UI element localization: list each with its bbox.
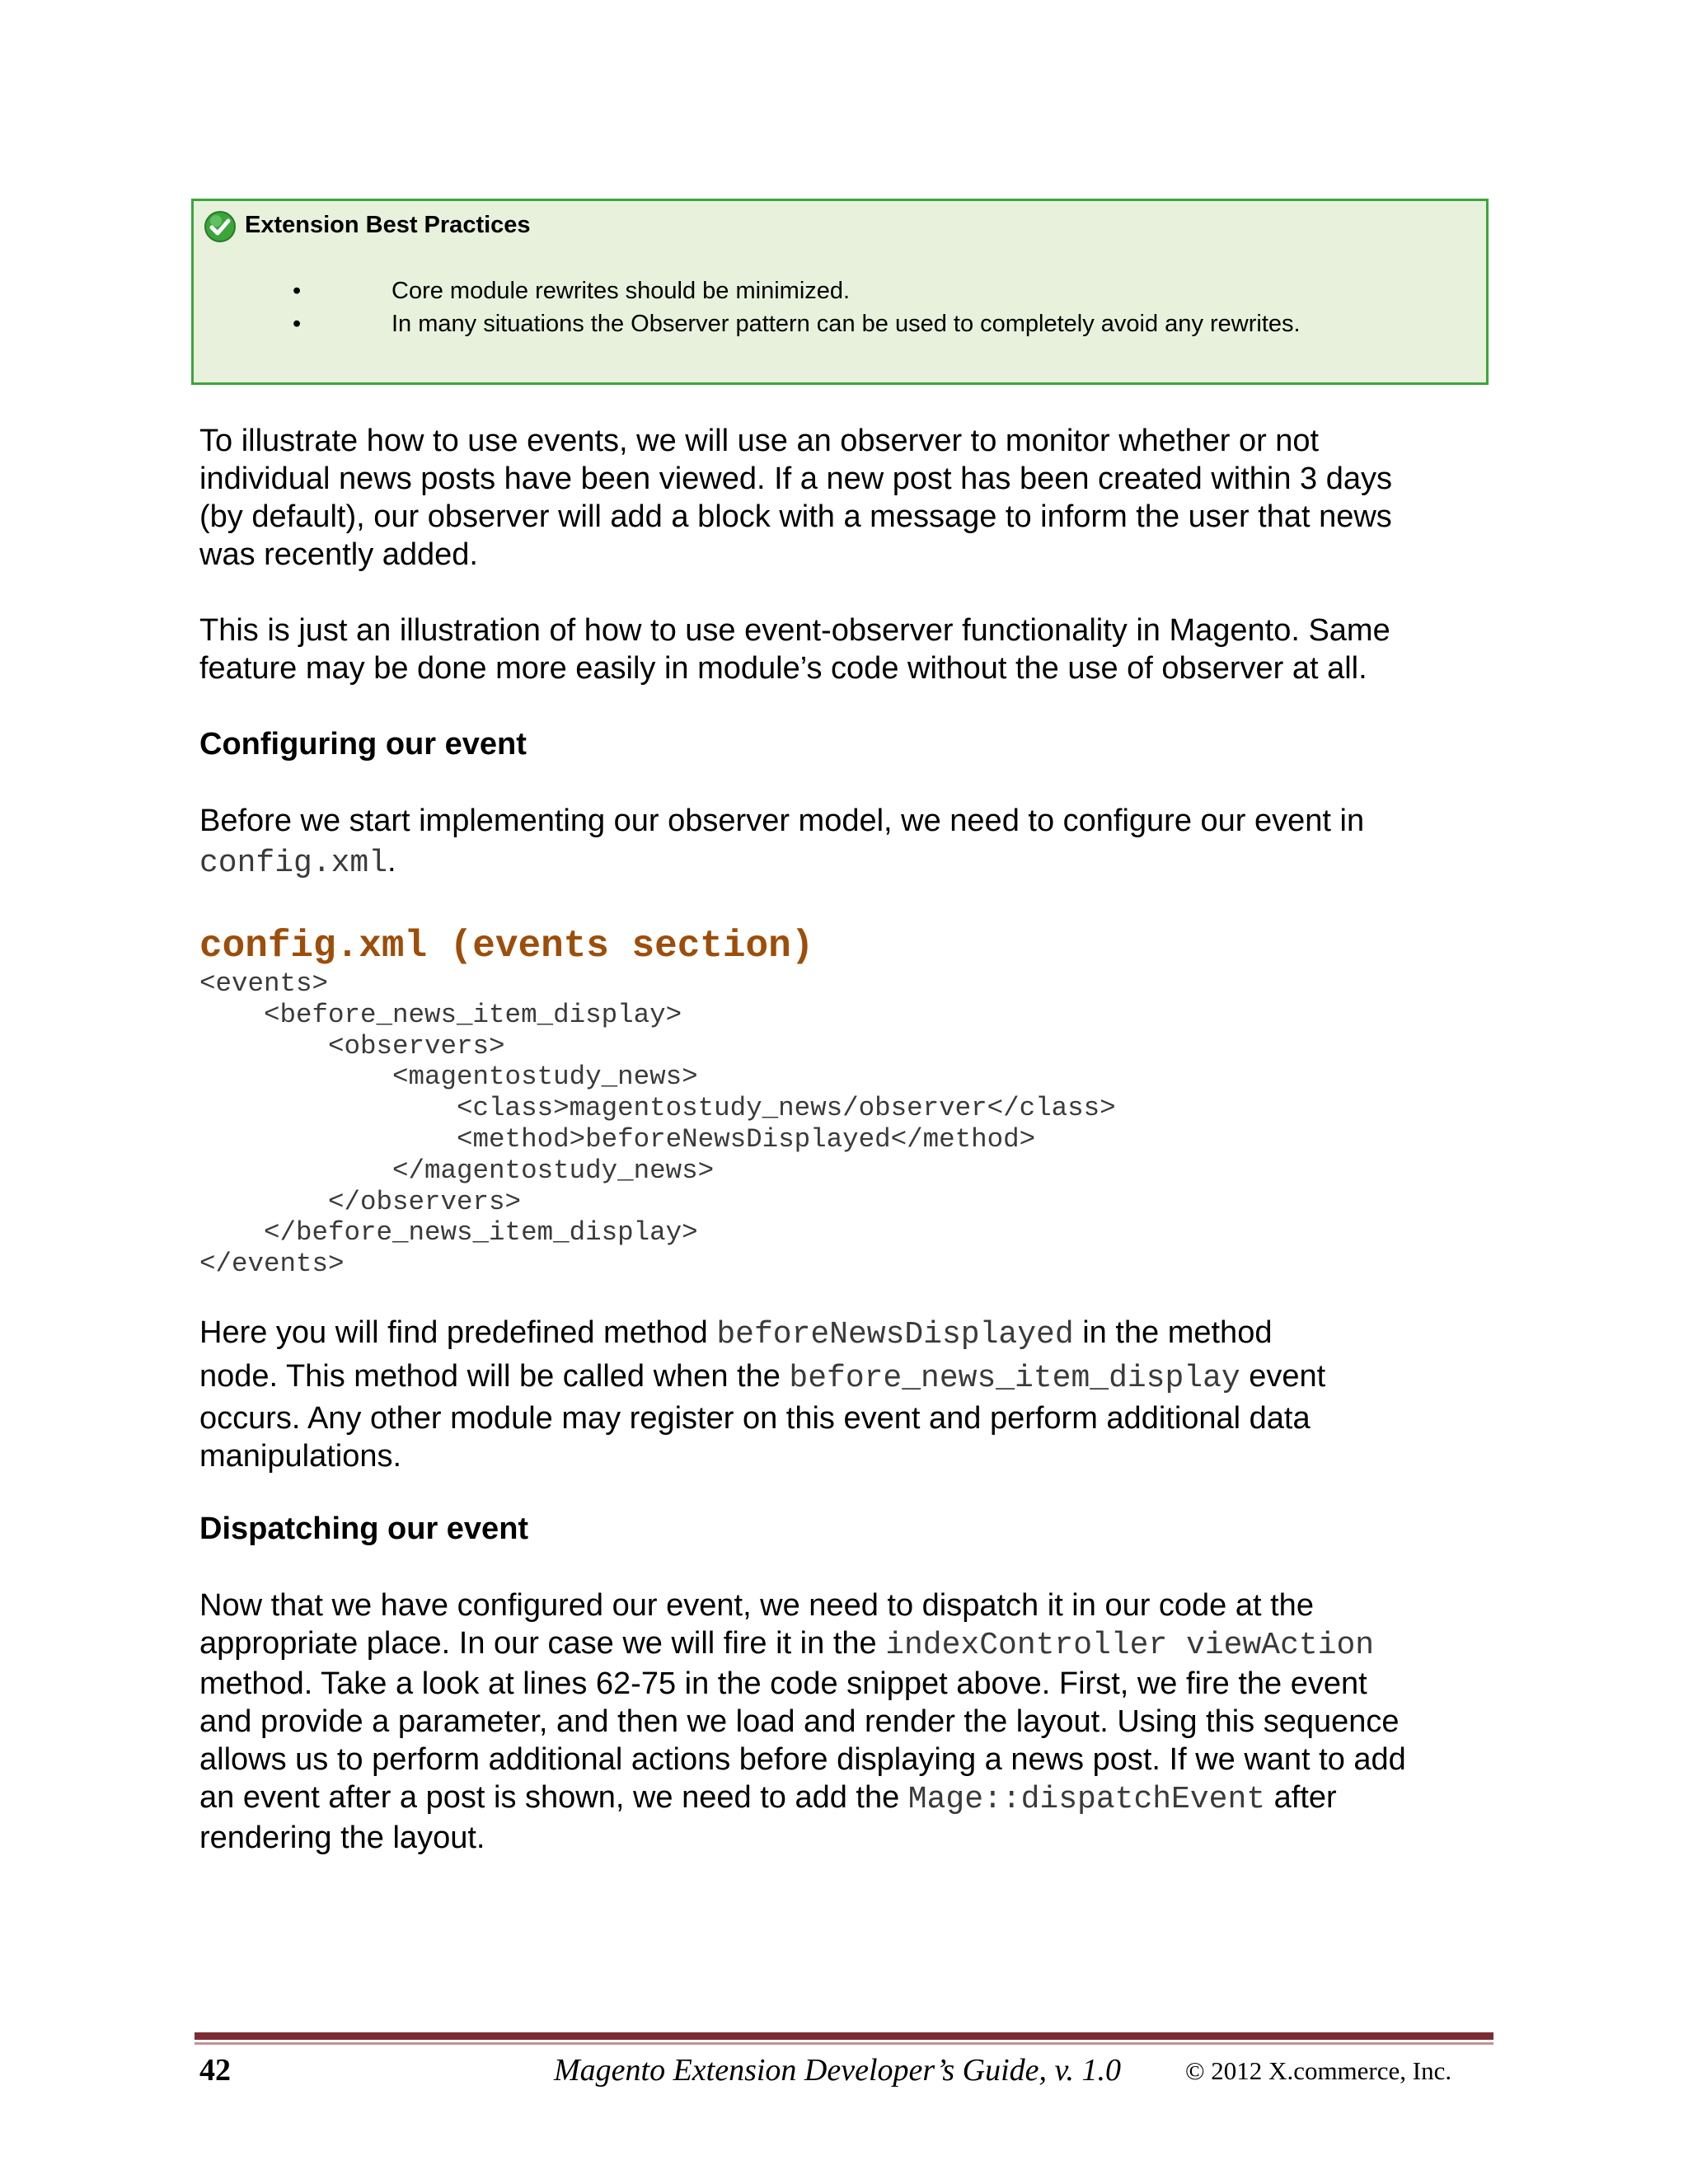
inline-code: before_news_item_display [789,1361,1240,1396]
inline-code: indexController viewAction [885,1628,1375,1663]
code-listing-title: config.xml (events section) [199,925,814,968]
code-line: <observers> [199,1030,505,1062]
callout-list-item [293,307,1301,340]
best-practices-callout [191,199,1489,385]
text-line: feature may be done more easily in module’s code without the use of observer at all. [199,651,1367,686]
text-segment: node. This method will be called when the [199,1359,790,1394]
code-line: </events> [199,1249,345,1280]
text-line [199,1624,1502,1665]
inline-code: config.xml [199,846,388,881]
text-segment: in the method [1073,1315,1273,1350]
callout-item-text: Core module rewrites should be minimized. [392,278,851,304]
text-line [199,1779,1502,1819]
text-line: rendering the layout. [199,1821,485,1855]
text-line: (by default), our observer will add a block with a message to inform the user that news [199,499,1392,534]
code-line: </observers> [199,1186,522,1217]
bullet-marker: • [293,278,302,304]
punctuation: . [387,844,396,879]
book-title: Magento Extension Developer’s Guide, v. 1.0 [554,2053,1122,2088]
section-heading-configuring: Configuring our event [199,727,527,762]
callout-list-item [293,274,850,307]
bullet-marker: • [293,311,302,337]
code-line: <before_news_item_display> [199,999,682,1030]
text-line: Before we start implementing our observer model, we need to configure our event in [199,804,1365,838]
text-line: individual news posts have been viewed. If a new post has been created within 3 days [199,462,1393,496]
text-line [199,840,1502,885]
text-line: To illustrate how to use events, we will use an observer to monitor whether or not [199,424,1320,458]
paragraph-dispatch [199,1586,1502,1857]
text-line: manipulations. [199,1439,402,1474]
page-number: 42 [199,2053,231,2088]
paragraph-illustration-note [199,612,1502,687]
checkmark-icon [204,210,237,243]
code-line: </magentostudy_news> [199,1155,715,1186]
paragraph-intro [199,422,1502,574]
text-line: method. Take a look at lines 62-75 in the code snippet above. First, we fire the event [199,1666,1367,1701]
callout-item-text: In many situations the Observer pattern can be used to completely avoid any rewrites. [392,311,1301,337]
code-line: <magentostudy_news> [199,1062,698,1093]
section-heading-dispatching: Dispatching our event [199,1511,529,1546]
text-line [199,1312,1502,1356]
inline-code: Mage::dispatchEvent [907,1782,1266,1817]
text-line: and provide a parameter, and then we load and render the layout. Using this sequence [199,1704,1400,1739]
text-segment: appropriate place. In our case we will fire it in the [199,1626,886,1661]
text-line: occurs. Any other module may register on this event and perform additional data [199,1401,1311,1436]
code-line: </before_news_item_display> [199,1217,698,1249]
text-line: was recently added. [199,537,478,572]
code-listing [199,968,1116,1280]
paragraph-configure [199,802,1502,885]
text-line: Now that we have configured our event, we need to dispatch it in our code at the [199,1588,1314,1623]
callout-title: Extension Best Practices [245,212,531,238]
footer-rule [195,2032,1493,2040]
code-line: <events> [199,968,329,999]
text-line [199,1356,1502,1399]
inline-code: beforeNewsDisplayed [716,1317,1074,1352]
text-segment: Here you will find predefined method [199,1315,717,1350]
text-segment: an event after a post is shown, we need to add the [199,1780,908,1815]
paragraph-method-node [199,1312,1502,1475]
footer-rule-secondary [195,2042,1493,2045]
code-line: <class>magentostudy_news/observer</class> [199,1093,1116,1124]
text-segment: event [1240,1359,1326,1394]
text-segment: after [1265,1780,1337,1815]
code-line: <method>beforeNewsDisplayed</method> [199,1123,1036,1155]
text-line: This is just an illustration of how to use event-observer functionality in Magento. Same [199,613,1390,648]
text-line: allows us to perform additional actions before displaying a news post. If we want to add [199,1742,1406,1777]
copyright-notice: © 2012 X.commerce, Inc. [1185,2056,1452,2085]
